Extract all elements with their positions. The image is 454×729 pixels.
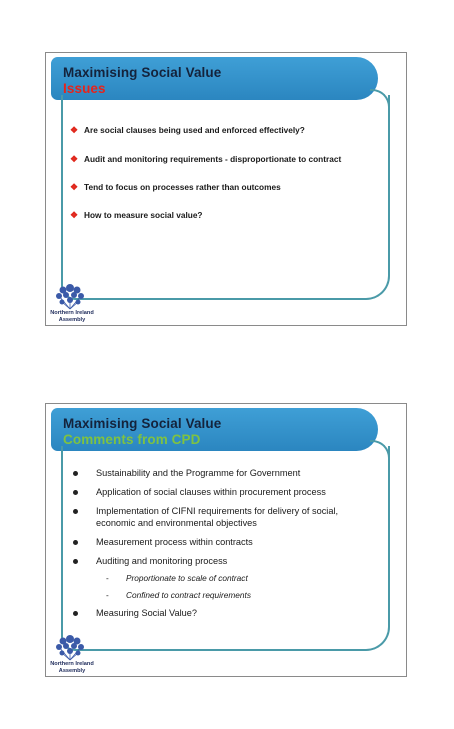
list-item: Implementation of CIFNI requirements for delivery of social, economic and environmental objectives [70,505,346,529]
dot-bullet-icon [73,611,78,616]
logo-name: Northern Ireland Assembly [50,661,94,674]
dash-bullet-icon: - [106,590,109,600]
logo-name: Northern Ireland Assembly [50,310,94,323]
slide-subtitle: Comments from CPD [63,432,201,447]
dot-bullet-icon [73,490,78,495]
sub-list-item: - Confined to contract requirements [106,590,251,600]
flax-flower-icon [53,280,87,310]
assembly-logo [49,631,94,677]
list-item: Measurement process within contracts [70,536,390,548]
list-item: Sustainability and the Programme for Government [70,467,390,479]
slide-issues [45,52,407,326]
list-item: ❖ Audit and monitoring requirements - disproportionate to contract [70,154,342,164]
slide-subtitle: Issues [63,81,106,96]
list-item: ❖ Tend to focus on processes rather than outcomes [70,182,281,192]
slide-header [51,408,378,451]
flax-flower-icon [53,631,87,661]
list-item: ❖ How to measure social value? [70,210,203,220]
diamond-bullet-icon: ❖ [70,154,79,164]
slide-title: Maximising Social Value [63,65,222,80]
list-item: Auditing and monitoring process [70,555,390,567]
comments-list [70,467,390,619]
diamond-bullet-icon: ❖ [70,182,79,192]
diamond-bullet-icon: ❖ [70,210,79,220]
dash-bullet-icon: - [106,573,109,583]
assembly-logo [49,280,94,326]
diamond-bullet-icon: ❖ [70,125,79,135]
sub-list-item: - Proportionate to scale of contract [106,573,248,583]
dot-bullet-icon [73,540,78,545]
list-item: Application of social clauses within procurement process [70,486,390,498]
list-item: Measuring Social Value? [70,607,390,619]
dot-bullet-icon [73,471,78,476]
list-item: ❖ Are social clauses being used and enforced effectively? [70,125,305,135]
slide-comments [45,403,407,677]
slide-title: Maximising Social Value [63,416,222,431]
dot-bullet-icon [73,509,78,514]
slide-header [51,57,378,100]
issues-list [70,124,390,221]
dot-bullet-icon [73,559,78,564]
